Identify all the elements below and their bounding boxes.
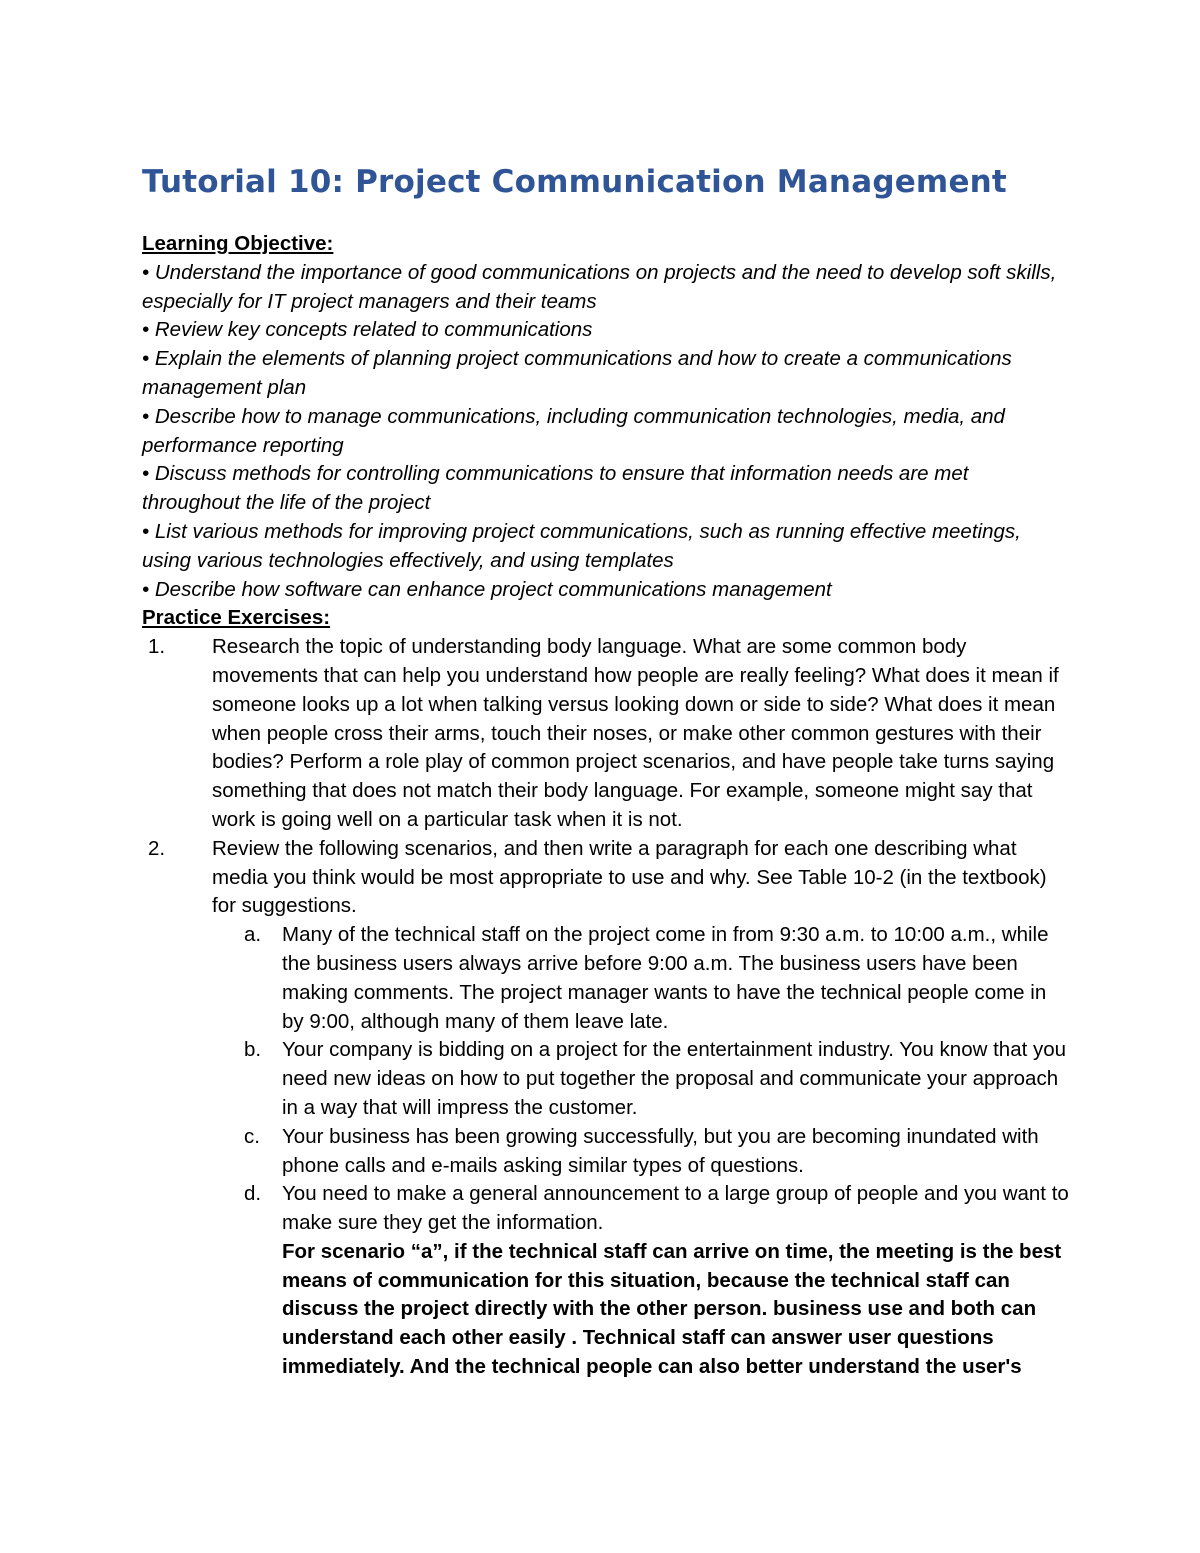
objective-item: • Describe how to manage communications, including communication technologies, media, and performance reporting <box>142 404 1005 457</box>
exercise-item <box>142 835 1072 1382</box>
objective-item: • Discuss methods for controlling communications to ensure that information needs are met throughout the life of the project <box>142 462 969 515</box>
scenario-item <box>212 1036 1072 1122</box>
document-body <box>142 230 1072 1382</box>
exercise-item <box>142 633 1072 835</box>
scenario-letter: a. <box>244 923 262 947</box>
exercise-text: Research the topic of understanding body language. What are some common body movements that can help you understand how people are really feeling? What does it mean if someone looks up a lot when talking versus looking down or side to side? What does it mean when people cross their arms, touch their noses, or make other common gestures with their bodies? Perform a role play of common project scenarios, and have people take turns saying something that does not match their body language. For example, someone might say that work is going well on a particular task when it is not. <box>212 635 1059 831</box>
exercise-number: 1. <box>148 635 166 659</box>
objective-item: • Understand the importance of good communications on projects and the need to develop soft skills, especially for IT project managers and their teams <box>142 260 1057 313</box>
scenario-letter: d. <box>244 1182 262 1206</box>
scenario-letter: b. <box>244 1038 262 1062</box>
scenario-item <box>212 1123 1072 1181</box>
scenario-text: Your company is bidding on a project for the entertainment industry. You know that you need new ideas on how to put together the proposal and communicate your approach in a way that will impress the customer. <box>282 1038 1067 1119</box>
objective-item: • Review key concepts related to communications <box>142 318 593 342</box>
scenario-text: Many of the technical staff on the project come in from 9:30 a.m. to 10:00 a.m., while the business users always arrive before 9:00 a.m. The business users have been making comments. The project manager wants to have the technical people come in by 9:00, although many of them leave late. <box>282 923 1049 1033</box>
scenario-list <box>212 921 1072 1382</box>
scenario-text: You need to make a general announcement to a large group of people and you want to make sure they get the information. <box>282 1182 1069 1235</box>
practice-exercises-heading: Practice Exercises: <box>142 606 331 630</box>
answer-text: For scenario “a”, if the technical staff can arrive on time, the meeting is the best means of communication for this situation, because the technical staff can discuss the project directly with the other person. business use and both can understand each other easily . Technical staff can answer user questions immediately. And the technical people can also better understand the user's <box>282 1239 1062 1379</box>
page-title: Tutorial 10: Project Communication Management <box>142 164 1007 200</box>
exercise-text: Review the following scenarios, and then write a paragraph for each one describing what media you think would be most appropriate to use and why. See Table 10-2 (in the textbook) for suggestions. <box>212 836 1047 918</box>
scenario-text: Your business has been growing successfully, but you are becoming inundated with phone calls and e-mails asking similar types of questions. <box>282 1124 1039 1177</box>
scenario-item <box>212 1180 1072 1382</box>
exercise-list <box>142 633 1072 1382</box>
objective-item: • Describe how software can enhance project communications management <box>142 577 832 601</box>
objectives-list <box>142 259 1072 605</box>
objective-item: • Explain the elements of planning project communications and how to create a communications management plan <box>142 347 1012 399</box>
learning-objective-heading: Learning Objective: <box>142 232 334 255</box>
scenario-letter: c. <box>244 1124 260 1148</box>
scenario-item <box>212 921 1072 1036</box>
objective-item: • List various methods for improving project communications, such as running effective meetings, using various technologies effectively, and using templates <box>142 519 1021 572</box>
exercise-number: 2. <box>148 836 166 860</box>
